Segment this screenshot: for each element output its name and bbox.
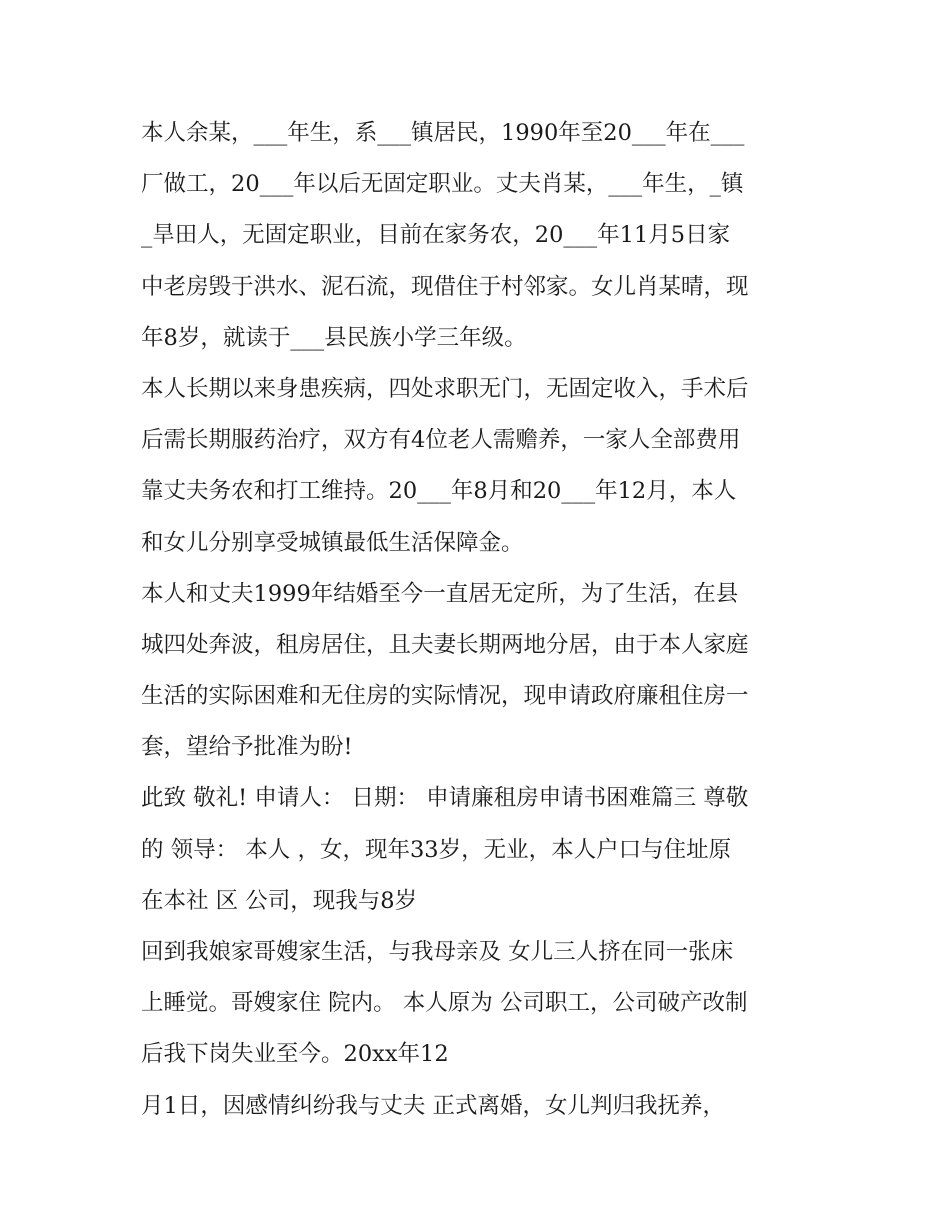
text-line: 的 领导： 本人 ，女，现年33岁，无业，本人户口与住址原 xyxy=(141,836,732,863)
text-line: 套，望给予批准为盼! xyxy=(141,734,353,761)
text-line: 中老房毁于洪水、泥石流，现借住于村邻家。女儿肖某晴，现 xyxy=(141,273,749,300)
text-line: 月1日，因感情纠纷我与丈夫 正式离婚，女儿判归我抚养， xyxy=(141,1092,725,1119)
document-body xyxy=(141,108,821,1132)
text-line: 在本社 区 公司，现我与8岁 xyxy=(141,887,418,914)
text-line: _旱田人，无固定职业，目前在家务农，20___年11月5日家 xyxy=(141,222,731,249)
text-line: 回到我娘家哥嫂家生活，与我母亲及 女儿三人挤在同一张床 xyxy=(141,939,734,965)
text-line: 后需长期服药治疗，双方有4位老人需赡养，一家人全部费用 xyxy=(141,427,741,454)
text-line: 生活的实际困难和无住房的实际情况，现申请政府廉租住房一 xyxy=(141,683,749,710)
text-line: 本人余某，___年生，系___镇居民，1990年至20___年在___ xyxy=(141,120,745,146)
text-line: 后我下岗失业至今。20xx年12 xyxy=(141,1041,449,1068)
text-line: 年8岁，就读于___县民族小学三年级。 xyxy=(141,324,527,351)
text-line: 和女儿分别享受城镇最低生活保障金。 xyxy=(141,529,524,556)
text-line: 上睡觉。哥嫂家住 院内。 本人原为 公司职工，公司破产改制 xyxy=(141,990,748,1017)
text-line: 城四处奔波，租房居住，且夫妻长期两地分居，由于本人家庭 xyxy=(141,631,749,658)
text-line: 厂做工，20___年以后无固定职业。丈夫肖某，___年生，_镇 xyxy=(141,171,744,198)
text-line: 此致 敬礼! 申请人： 日期： 申请廉租房申请书困难篇三 尊敬 xyxy=(141,785,749,812)
text-line: 本人长期以来身患疾病，四处求职无门，无固定收入，手术后 xyxy=(141,375,749,402)
text-line: 本人和丈夫1999年结婚至今一直居无定所，为了生活，在县 xyxy=(141,580,739,607)
text-line: 靠丈夫务农和打工维持。20___年8月和20___年12月，本人 xyxy=(141,478,737,505)
